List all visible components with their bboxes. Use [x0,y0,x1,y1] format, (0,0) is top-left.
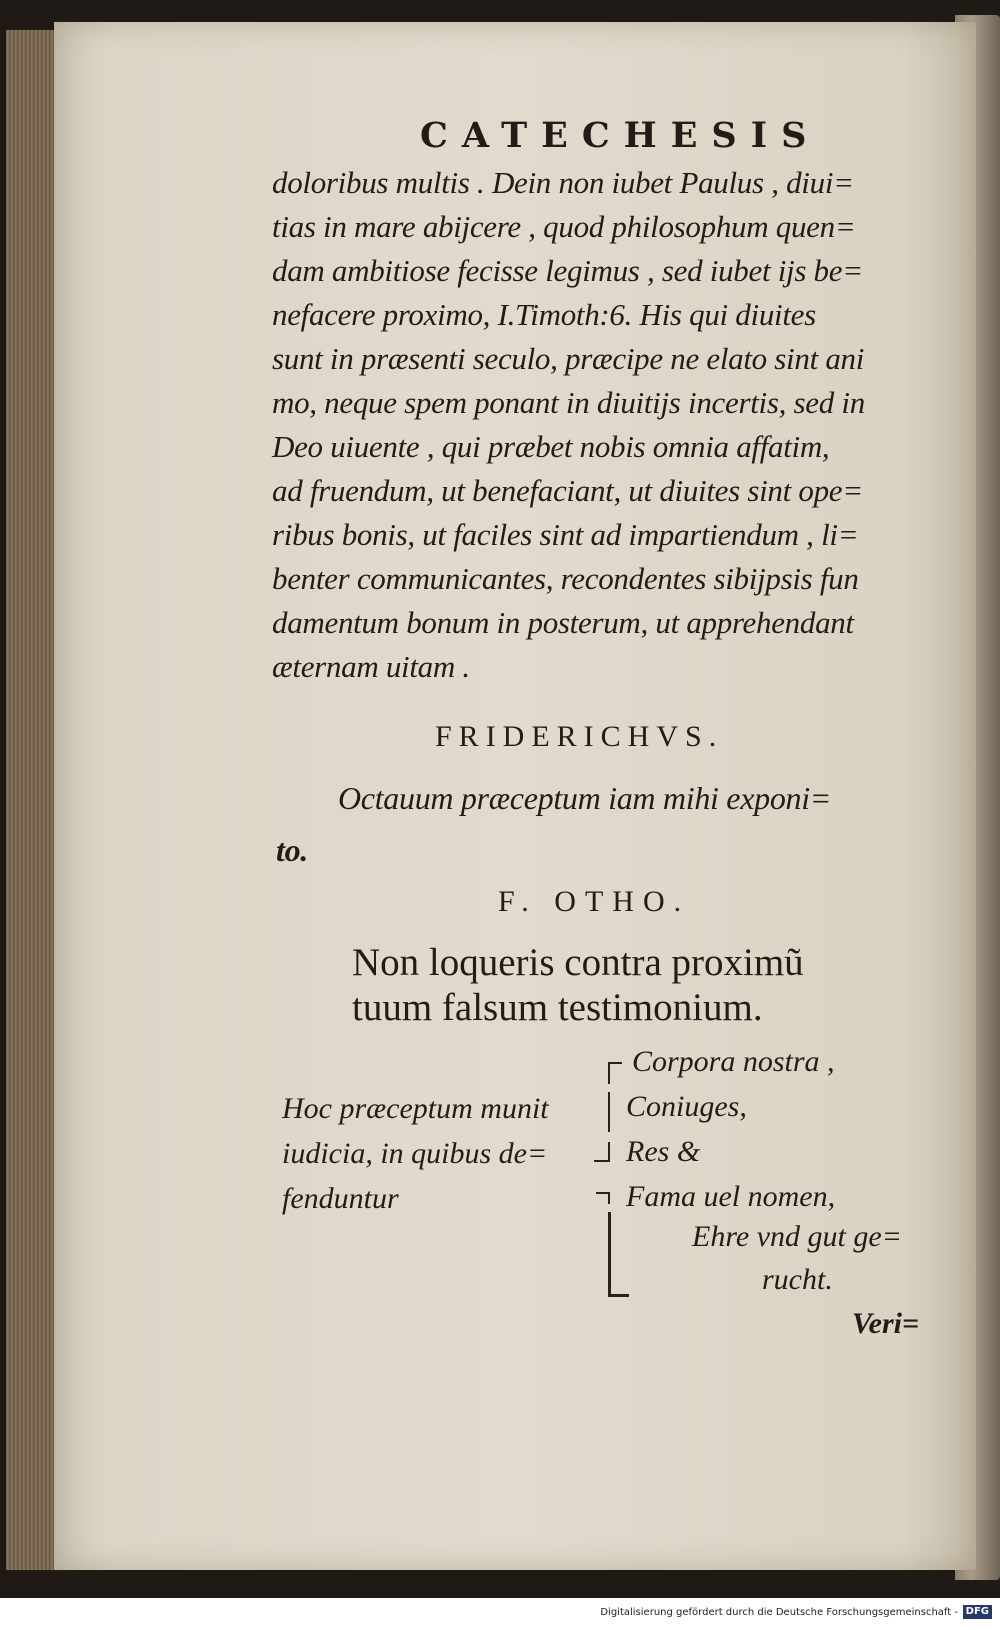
speaker-otho: F. OTHO. [498,885,691,918]
bracket-point-icon [594,1142,610,1162]
body-line: ribus bonis, ut faciles sint ad impartiendum , li= [272,517,859,552]
brace-left-line-3: fenduntur [282,1182,399,1215]
page-stack-edge [6,30,58,1570]
bracket-lower-icon [596,1192,610,1204]
bracket-top-icon [608,1062,622,1084]
body-line: benter communicantes, recondentes sibijpsis fun [272,561,859,596]
commandment-line-1: Non loqueris contra proximũ [352,941,804,984]
body-line: æternam uitam . [272,649,470,684]
body-line: sunt in præsenti seculo, præcipe ne elato sint ani [272,341,865,376]
body-line: doloribus multis . Dein non iubet Paulus , diui= [272,165,854,200]
question-line-2: to. [276,832,308,868]
body-line: ad fruendum, ut benefaciant, ut diuites sint ope= [272,473,863,508]
brace-right-line-2: Coniuges, [626,1090,747,1123]
brace-left-line-1: Hoc præceptum munit [282,1092,549,1125]
catchword: Veri= [852,1307,920,1340]
bracket-mid-icon [608,1092,610,1132]
brace-left-line-2: iudicia, in quibus de= [282,1137,548,1170]
body-line: dam ambitiose fecisse legimus , sed iubet ijs be= [272,253,863,288]
commandment-line-2: tuum falsum testimonium. [352,986,763,1029]
question-line-1: Octauum præceptum iam mihi exponi= [338,780,832,816]
body-line: Deo uiuente , qui præbet nobis omnia affatim, [272,429,830,464]
body-line: mo, neque spem ponant in diuitijs incertis, sed in [272,385,865,420]
bracket-bottom-icon [608,1212,629,1297]
brace-right-line-1: Corpora nostra , [632,1045,835,1078]
body-line: tias in mare abijcere , quod philosophum quen= [272,209,856,244]
footer-credit: Digitalisierung gefördert durch die Deutsche Forschungsgemeinschaft - [600,1607,958,1618]
brace-right-line-3: Res & [626,1135,701,1168]
running-header: CATECHESIS [420,115,821,156]
brace-right-line-4: Fama uel nomen, [626,1180,836,1213]
german-gloss-line-1: Ehre vnd gut ge= [692,1220,902,1253]
body-line: damentum bonum in posterum, ut apprehendant [272,605,854,640]
speaker-friderichus: FRIDERICHVS. [435,720,724,753]
body-line: nefacere proximo, I.Timoth:6. His qui diuites [272,297,816,332]
dfg-logo: DFG [963,1605,992,1619]
german-gloss-line-2: rucht. [762,1263,833,1296]
